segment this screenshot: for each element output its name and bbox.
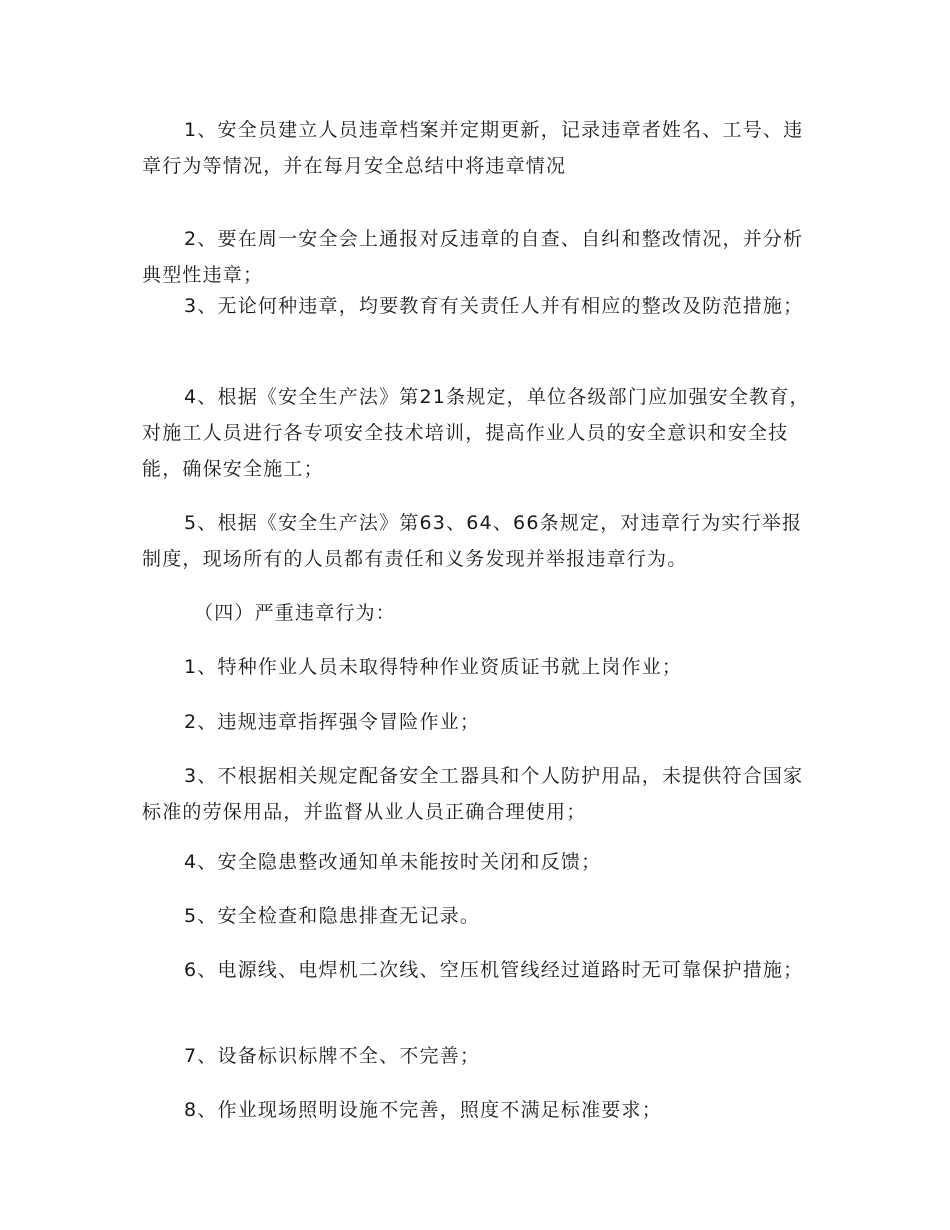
paragraph-3: 3、无论何种违章，均要教育有关责任人并有相应的整改及防范措施；: [184, 295, 804, 317]
paragraph-10: 4、安全隐患整改通知单未能按时关闭和反馈；: [184, 851, 602, 873]
paragraph-7: 1、特种作业人员未取得特种作业资质证书就上岗作业；: [184, 656, 683, 678]
paragraph-2: 2、要在周一安全会上通报对反违章的自查、自纠和整改情况，并分析典型性违章；: [142, 228, 804, 286]
paragraph-12: 6、电源线、电焊机二次线、空压机管线经过道路时无可靠保护措施；: [184, 959, 804, 981]
paragraph-13: 7、设备标识标牌不全、不完善；: [184, 1045, 481, 1067]
paragraph-1: 1、安全员建立人员违章档案并定期更新，记录违章者姓名、工号、违章行为等情况，并在每月安全总结中将违章情况: [142, 119, 804, 177]
paragraph-4: 4、根据《安全生产法》第21条规定，单位各级部门应加强安全教育，对施工人员进行各专项安全技术培训，提高作业人员的安全意识和安全技能，确保安全施工；: [142, 386, 810, 480]
paragraph-8: 2、违规违章指挥强令冒险作业；: [184, 711, 481, 733]
paragraph-5: 5、根据《安全生产法》第63、64、66条规定，对违章行为实行举报制度，现场所有的人员都有责任和义务发现并举报违章行为。: [142, 512, 803, 570]
paragraph-11: 5、安全检查和隐患排查无记录。: [184, 905, 481, 927]
paragraph-9: 3、不根据相关规定配备安全工器具和个人防护用品，未提供符合国家标准的劳保用品，并监督从业人员正确合理使用；: [142, 765, 804, 823]
section-heading: （四）严重违章行为：: [194, 602, 397, 624]
paragraph-14: 8、作业现场照明设施不完善，照度不满足标准要求；: [184, 1099, 662, 1121]
